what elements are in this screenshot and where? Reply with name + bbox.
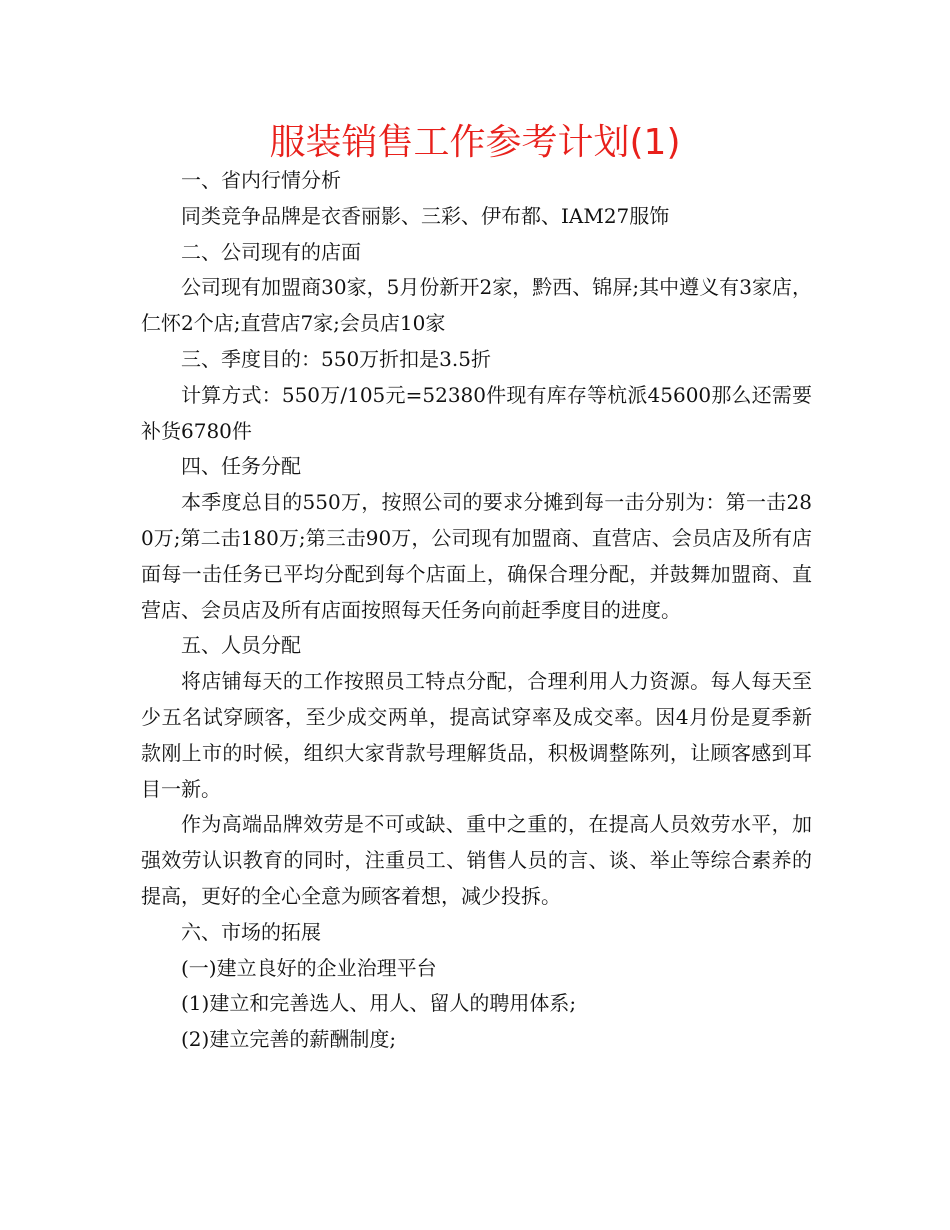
paragraph-store-count: 公司现有加盟商30家，5月份新开2家，黔西、锦屏;其中遵义有3家店，仁怀2个店;直营店7家;会员店10家 xyxy=(141,275,812,336)
section-heading-quarter-target: 三、季度目的：550万折扣是3.5折 xyxy=(181,346,491,371)
section-heading-task-allocation: 四、任务分配 xyxy=(181,454,301,479)
section-heading-market-analysis: 一、省内行情分析 xyxy=(181,168,341,192)
paragraph-service: 作为高端品牌效劳是不可或缺、重中之重的，在提高人员效劳水平，加强效劳认识教育的同时，注重员工、销售人员的言、谈、举止等综合素养的提高，更好的全心全意为顾客着想，减少投拆。 xyxy=(141,812,812,908)
subsection-heading-management-platform: (一)建立良好的企业治理平台 xyxy=(181,955,437,980)
paragraph-task-allocation: 本季度总目的550万，按照公司的要求分摊到每一击分别为：第一击280万;第二击180万;第三击90万，公司现有加盟商、直营店、会员店及所有店面每一击任务已平均分配到每个店面上，确保合理分配，并鼓舞加盟商、直营店、会员店及所有店面按照每天任务向前赶季度目的进度。 xyxy=(141,490,812,622)
paragraph-competitors: 同类竞争品牌是衣香丽影、三彩、伊布都、IAM27服饰 xyxy=(181,203,670,228)
paragraph-staff-allocation: 将店铺每天的工作按照员工特点分配，合理利用人力资源。每人每天至少五名试穿顾客，至少成交两单，提高试穿率及成交率。因4月份是夏季新款刚上市的时候，组织大家背款号理解货品，积极调整陈列，让顾客感到耳目一新。 xyxy=(141,669,812,801)
section-heading-staff-allocation: 五、人员分配 xyxy=(181,633,301,658)
list-item-salary-system: (2)建立完善的薪酬制度; xyxy=(181,1027,397,1052)
document-body xyxy=(141,163,812,1058)
section-heading-market-expansion: 六、市场的拓展 xyxy=(181,919,321,944)
document-title: 服装销售工作参考计划(1) xyxy=(269,122,681,163)
section-heading-stores: 二、公司现有的店面 xyxy=(181,239,361,264)
paragraph-calculation: 计算方式：550万/105元=52380件现有库存等杭派45600那么还需要补货6780件 xyxy=(141,382,812,443)
list-item-hiring-system: (1)建立和完善选人、用人、留人的聘用体系; xyxy=(181,991,577,1016)
